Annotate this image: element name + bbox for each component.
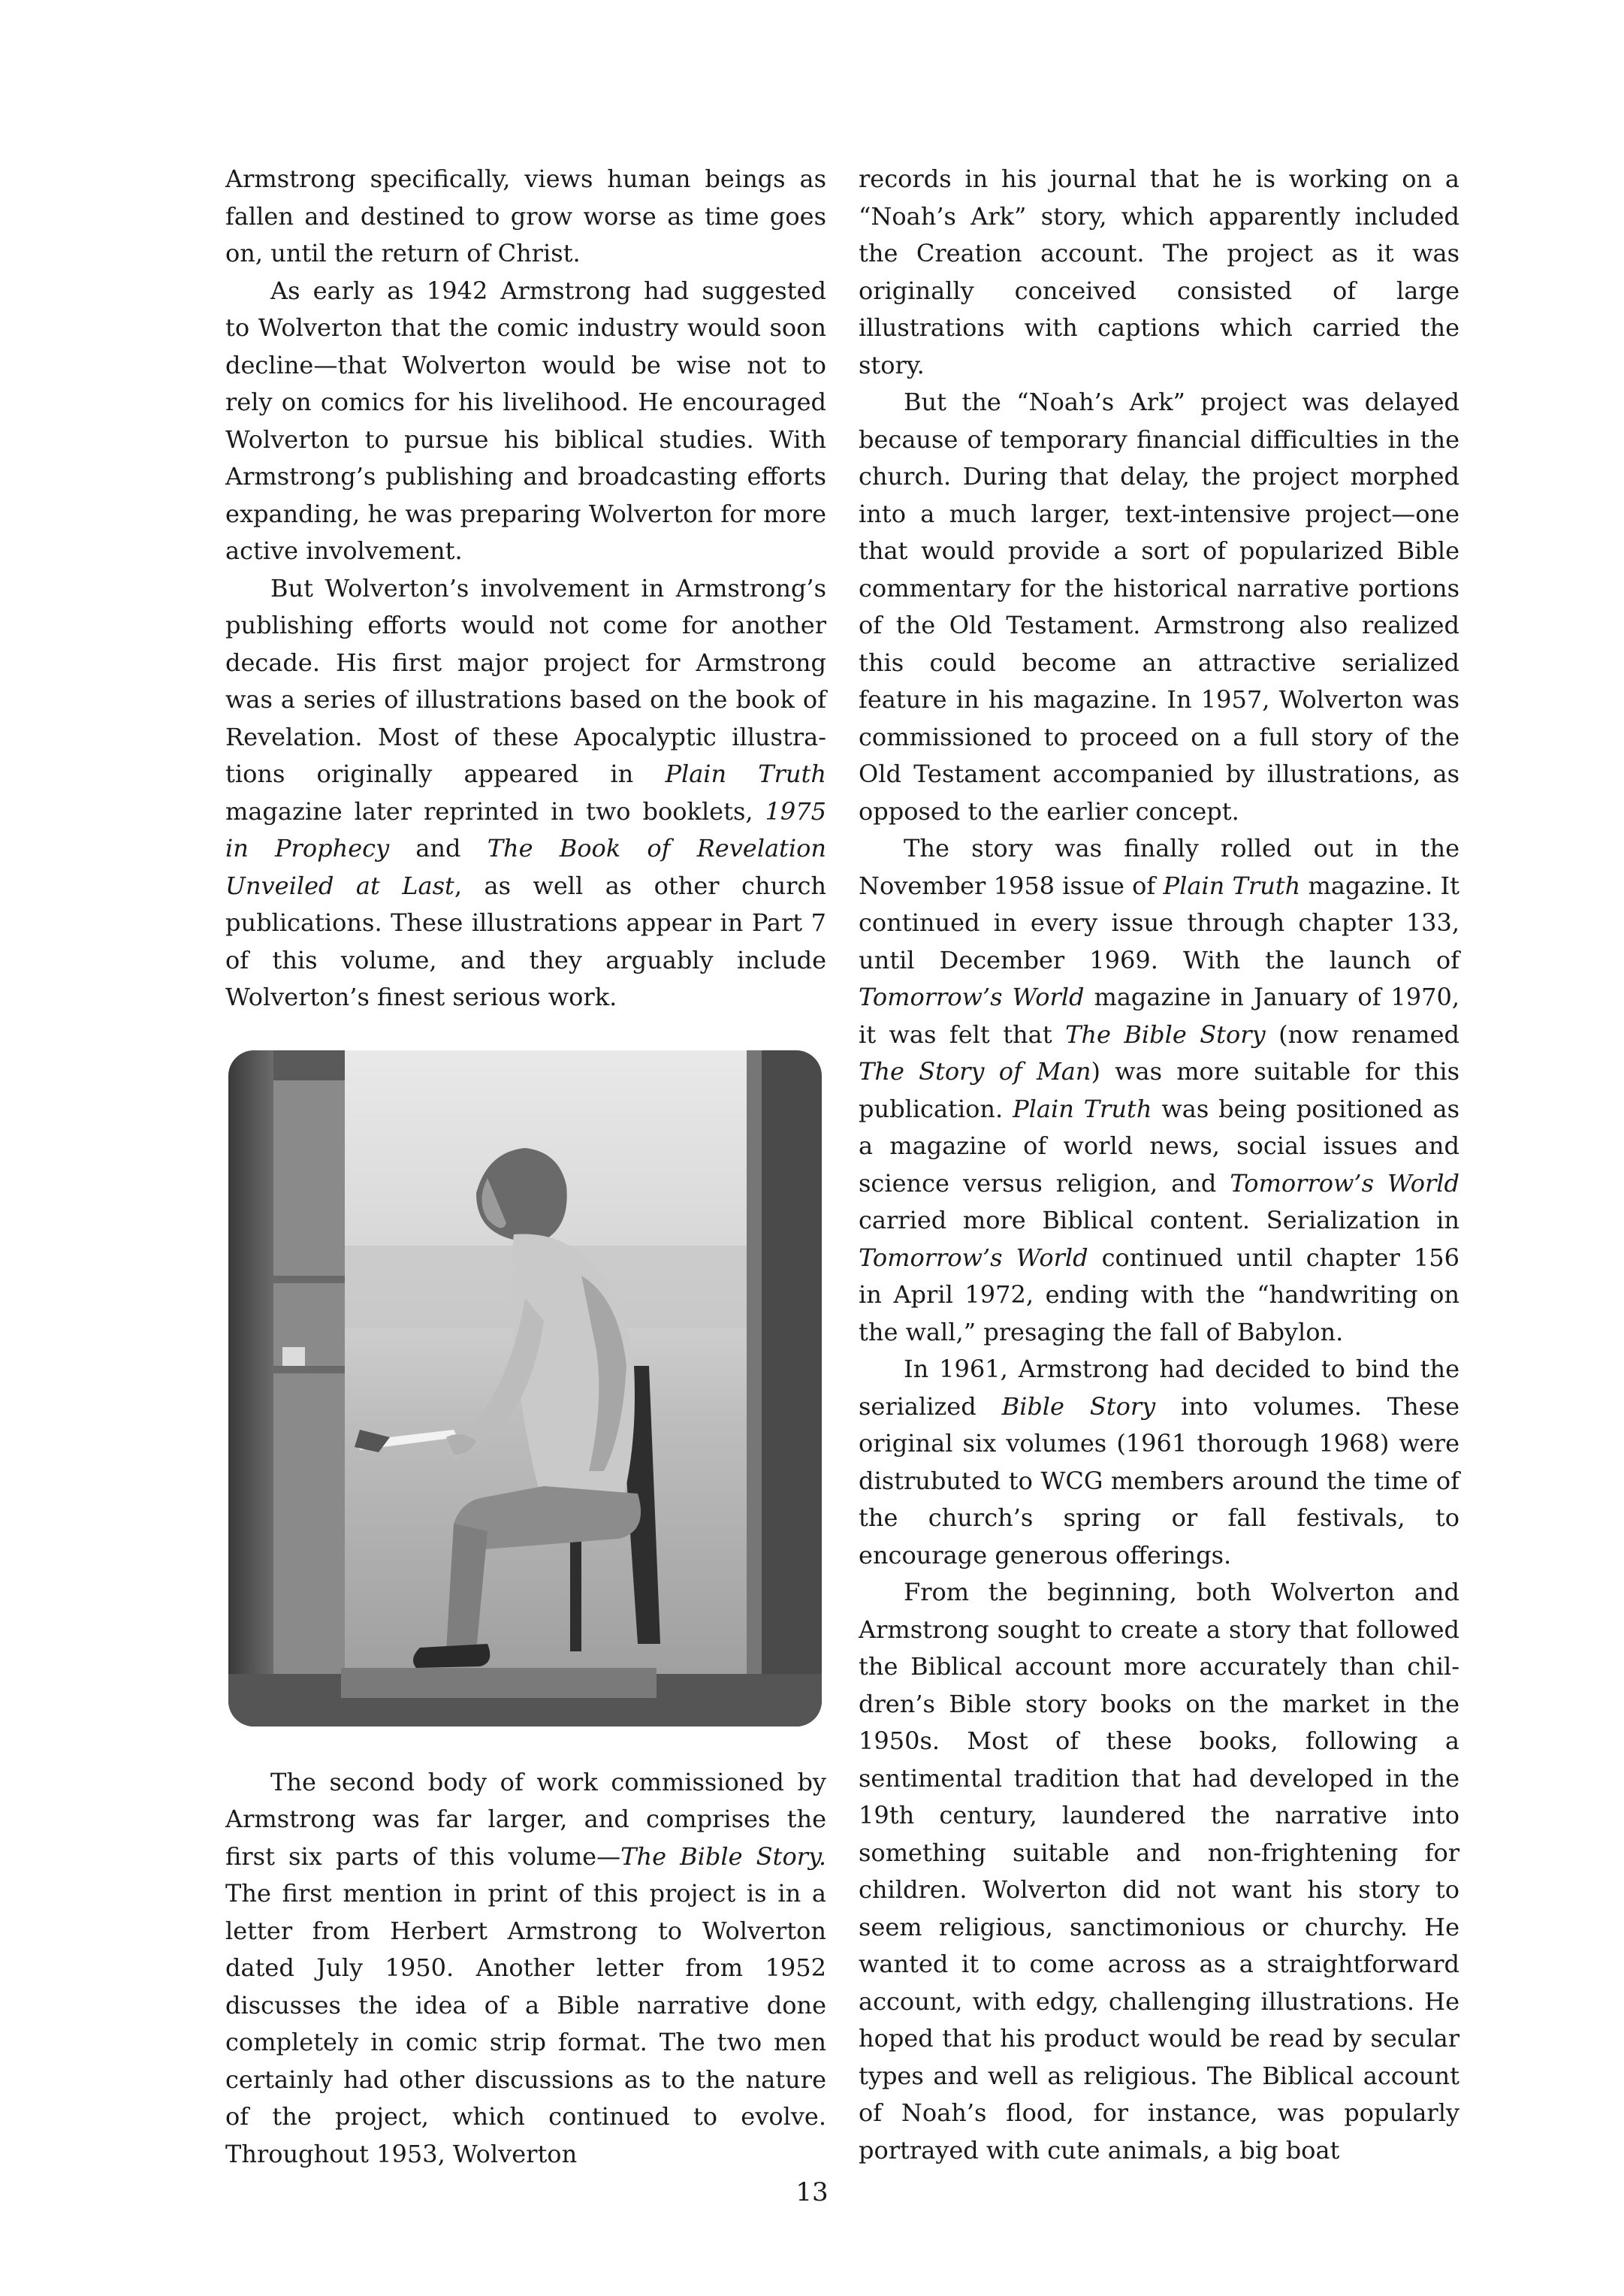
left-paragraph-4: The second body of work commissioned by Armstrong was far larger, and comprises the first six parts of this volume—The Bible Story. The first mention in print of this project is in a letter from Herbert Armstrong to Wolverton dated July 1950. Another letter from 1952 discusses the idea of a Bible narrative done completely in comic strip format. The two men certainly had other discussions as to the nature of the project, which continued to evolve. Throughout 1953, Wolverton [225, 1767, 827, 2168]
left-paragraph-1: Armstrong specifically, views human beings as fallen and destined to grow worse as time goes on, until the return of Christ. [225, 165, 826, 267]
left-paragraph-3: But Wolverton’s involvement in Armstrong’s publishing efforts would not come for another decade. His first major project for Armstrong was a series of illustrations based on the book of Revelation. Most of these Apocalyptic illustrations originally appeared in Plain Truth magazine later reprinted in two booklets, 1975 in Prophecy and The Book of Revelation Unveiled at Last, as well as other church publications. These illustrations appear in Part 7 of this volume, and they arguably include Wolverton’s finest serious work. [225, 573, 827, 1011]
title-the-bible-story: The Bible Story. [620, 1841, 827, 1871]
right-paragraph-5: From the beginning, both Wolverton and Armstrong sought to create a story that followed the Biblical account more accurately than children’s Bible story books on the market in the 1950s. Most of these books, following a sentimental tradition that had developed in the 19th century, laundered the narrative into something suitable and non-frightening for children. Wolverton did not want his story to seem religious, sanctimonious or churchy. He wanted it to come across as a straightforward account, with edgy, challenging illustrations. He hoped that his product would be read by secular types and well as religious. The Biblical account of Noah’s flood, for instance, was popularly portrayed with cute animals, a big boat [859, 1578, 1459, 2165]
photo-man-reading-in-doorway [228, 1050, 822, 1727]
title-1975-in-prophecy: 1975 in Prophecy [225, 796, 826, 863]
title-revelation-unveiled: The Book of Revelation Unveiled at Last [225, 834, 827, 900]
right-paragraph-2: But the “Noah’s Ark” project was delayed because of temporary financial difficulties in the church. During that delay, the project morphed into a much larger, text-intensive project—one that would provide a sort of popularized Bible commentary for the historical narrative portions of the Old Testament. Armstrong also realized this could become an attractive serialized feature in his magazine. In 1957, Wolverton was commissioned to proceed on a full story of the Old Testament accompanied by illustrations, as opposed to the earlier concept. [859, 388, 1459, 826]
title-plain-truth: Plain Truth [665, 760, 827, 788]
right-paragraph-1: records in his journal that he is working on a “Noah’s Ark” story, which apparently included the Creation account. The project as it was originally conceived consisted of large illustrations with captions which carried the story. [859, 165, 1459, 379]
page-number: 13 [795, 2177, 829, 2207]
right-column [859, 161, 1459, 2169]
left-paragraph-2: As early as 1942 Armstrong had suggested to Wolverton that the comic industry would soon decline—that Wolverton would be wise not to rely on comics for his livelihood. He encouraged Wolverton to pursue his biblical studies. With Armstrong’s publishing and broadcasting efforts expanding, he was preparing Wolverton for more active involvement. [225, 276, 826, 565]
right-paragraph-4: In 1961, Armstrong had decided to bind the serialized Bible Story into volumes. These original six volumes (1961 thorough 1968) were distrubuted to WCG members around the time of the church’s spring or fall festivals, to encourage generous offerings. [859, 1355, 1460, 1569]
left-column [225, 161, 826, 2173]
right-paragraph-3: The story was finally rolled out in the November 1958 issue of Plain Truth magazine. It continued in every issue through chapter 133, until December 1969. With the launch of Tomorrow’s World magazine in January of 1970, it was felt that The Bible Story (now renamed The Story of Man) was more suitable for this publication. Plain Truth was being positioned as a magazine of world news, social issues and science versus religion, and Tomorrow’s World carried more Biblical content. Serialization in Tomorrow’s World continued until chapter 156 in April 1972, ending with the “handwriting on the wall,” presaging the fall of Babylon. [859, 834, 1460, 1346]
